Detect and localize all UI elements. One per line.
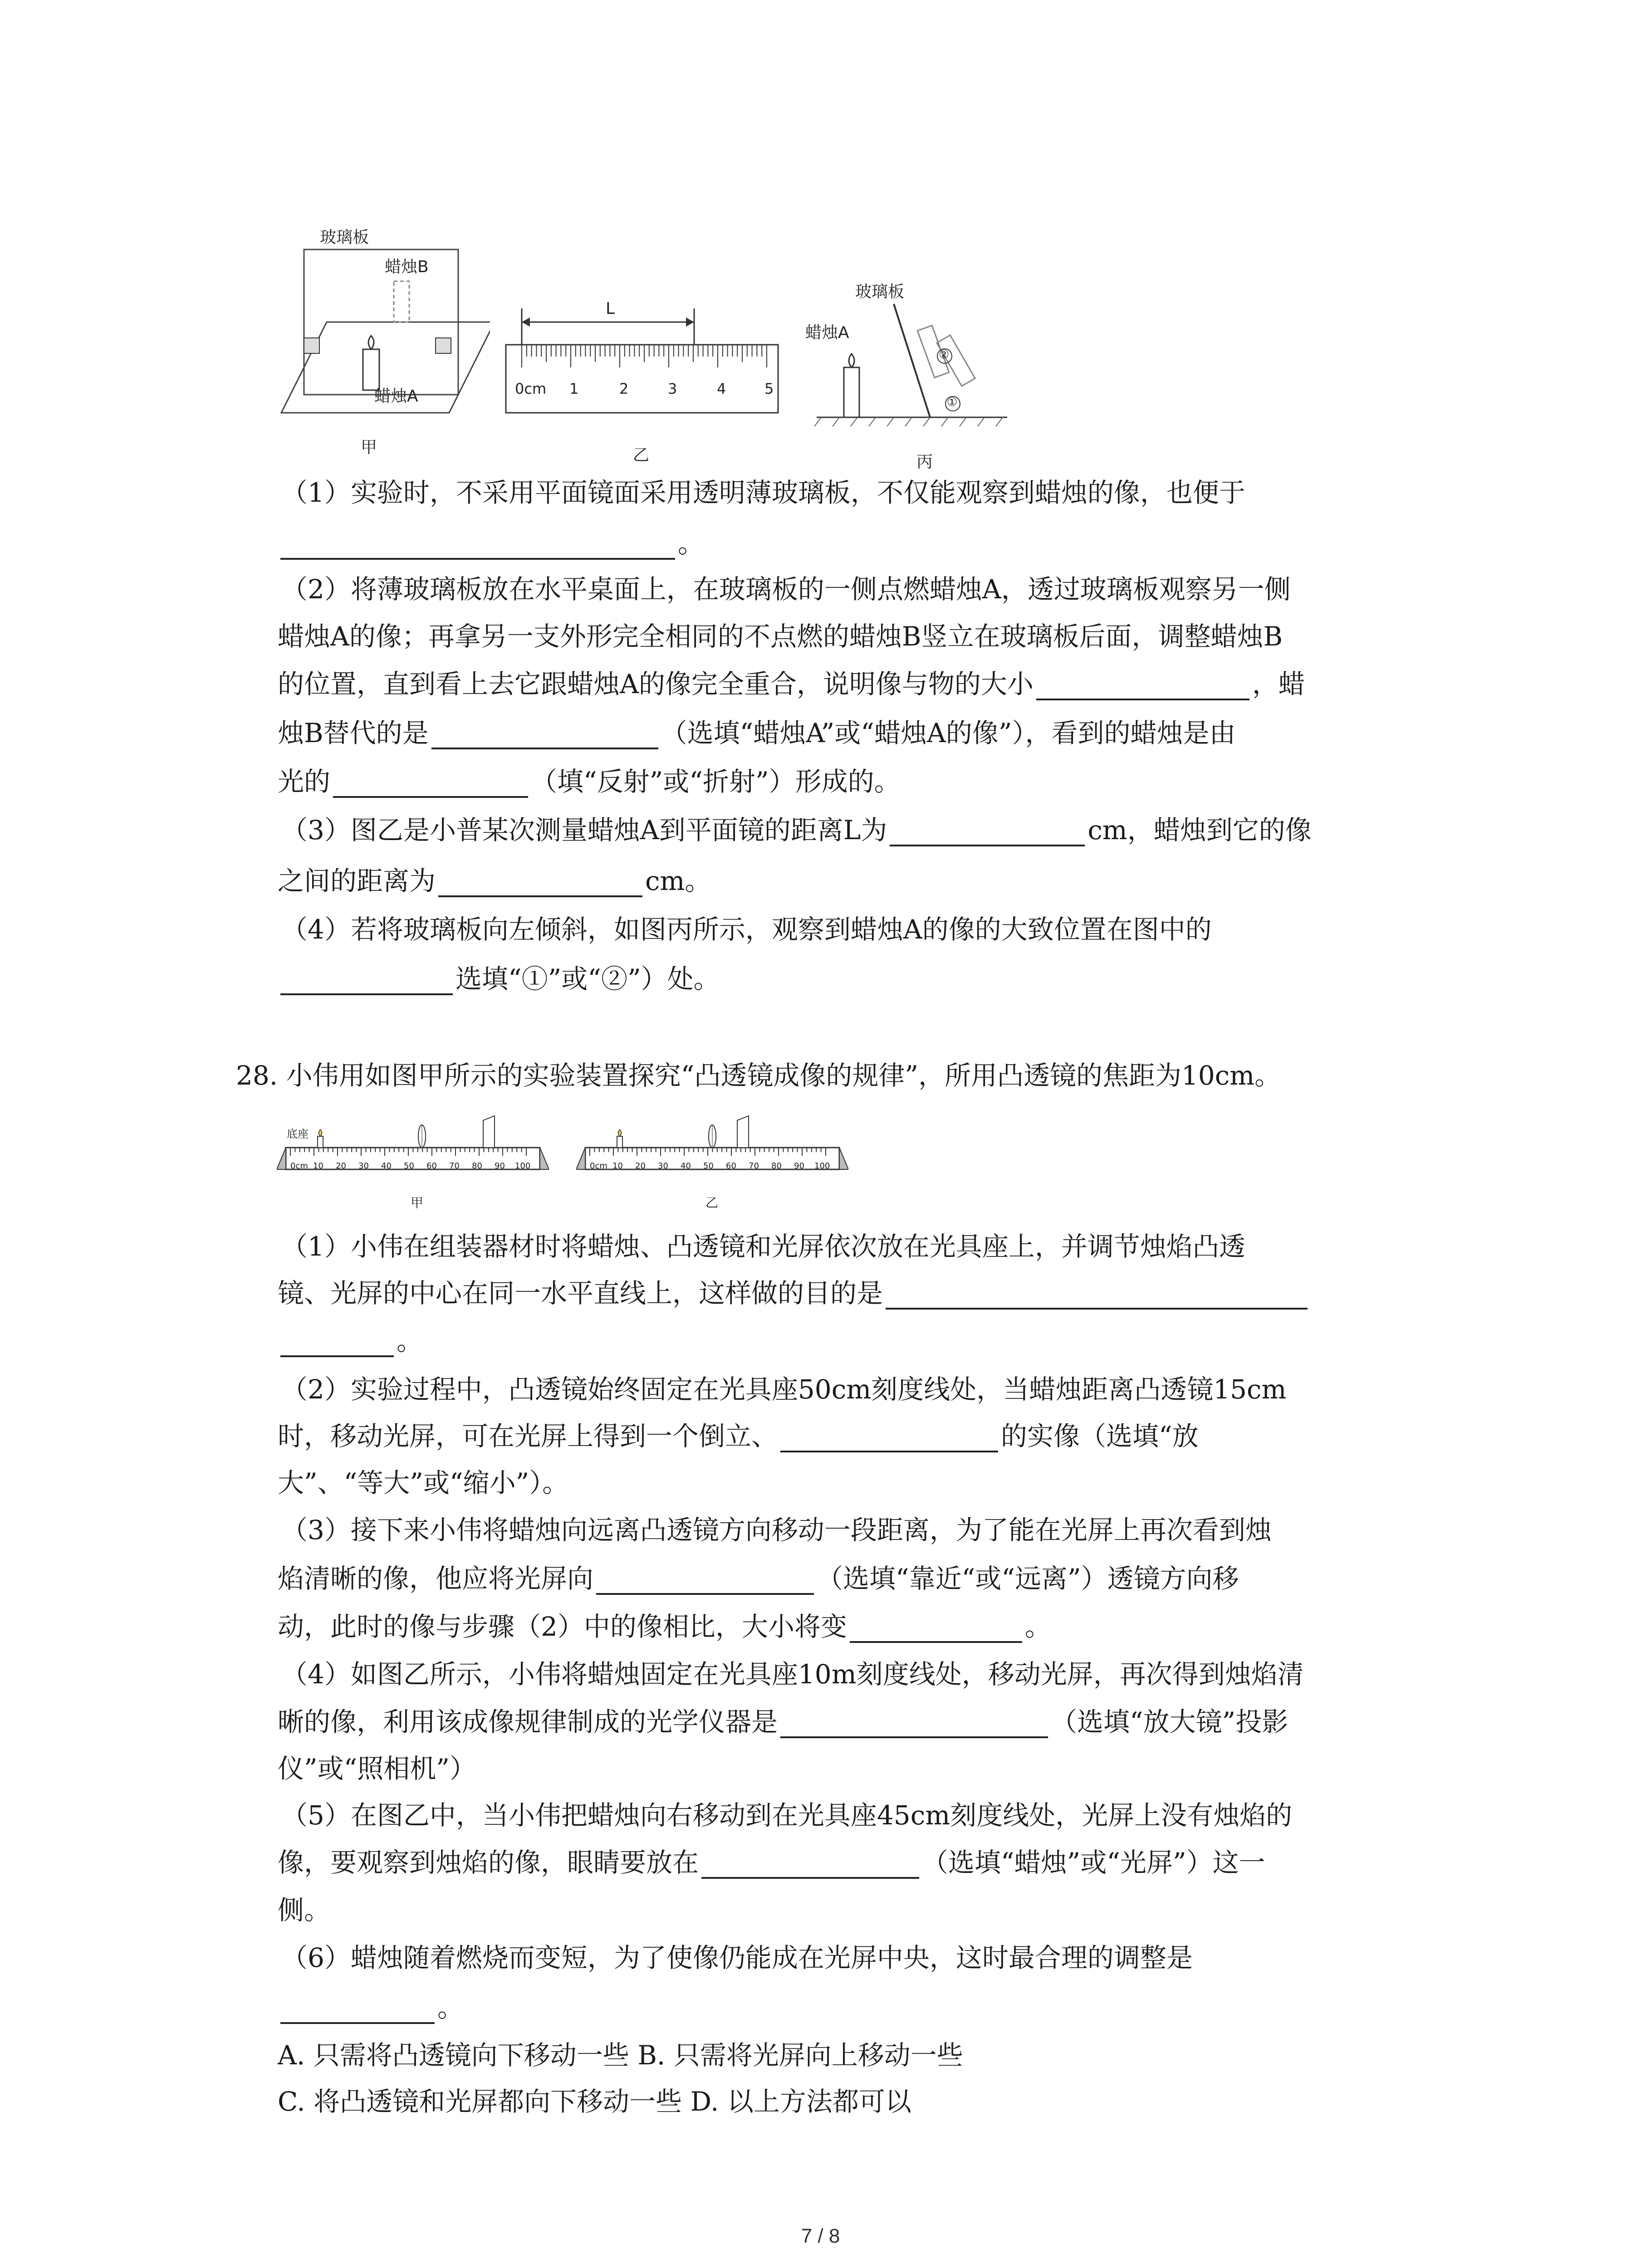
bench-jia-tick: 40	[381, 1161, 392, 1171]
q27-p4-line2-tail: 选填“①”或“②”）处。	[456, 963, 720, 994]
bench-jia-tick: 70	[449, 1161, 460, 1171]
q28-p2-line2-tail: 的实像（选填“放	[1001, 1421, 1199, 1452]
q28-p4-line1: （4）如图乙所示，小伟将蜡烛固定在光具座10m刻度线处，移动光屏，再次得到烛焰清	[281, 1659, 1304, 1690]
q27-p2-line2: 蜡烛A的像；再拿另一支外形完全相同的不点燃的蜡烛B竖立在玻璃板后面，调整蜡烛B	[278, 621, 1283, 652]
figure-bing	[812, 268, 1012, 431]
q28-p3-line1: （3）接下来小伟将蜡烛向远离凸透镜方向移动一段距离，为了能在光屏上再次看到烛	[281, 1515, 1272, 1545]
jia-board-label: 玻璃板	[320, 228, 369, 247]
bench-jia-tick: 30	[358, 1161, 369, 1171]
q28-p3-line3	[278, 1610, 1051, 1643]
q28-options-line2: C. 将凸透镜和光屏都向下移动一些 D. 以上方法都可以	[278, 2086, 911, 2117]
bench-yi-tick: 50	[703, 1161, 714, 1171]
q27-p3-line2-text: 之间的距离为	[278, 865, 436, 896]
bing-candle-a-label: 蜡烛A	[805, 323, 849, 342]
q27-p2-line4	[278, 717, 1235, 749]
q28-p1-purpose-blank-cont[interactable]	[280, 1328, 394, 1357]
q28-p5-line1: （5）在图乙中，当小伟把蜡烛向右移动到在光具座45cm刻度线处，光屏上没有烛焰的	[281, 1800, 1293, 1831]
q28-p4-line2-tail: （选填“放大镜”投影	[1051, 1706, 1288, 1737]
bench-yi-tick: 70	[749, 1161, 759, 1171]
q27-p2-size-blank[interactable]	[1036, 671, 1249, 700]
q27-p1-period: 。	[678, 528, 705, 559]
q28-p6-line2	[278, 1991, 464, 2024]
q28-p5-line2-text: 像，要观察到烛焰的像，眼睛要放在	[278, 1847, 699, 1878]
ruler-tick-0: 0cm	[515, 380, 547, 397]
q28-p3-line2	[278, 1562, 1239, 1595]
q28-p1-line3	[278, 1325, 423, 1357]
q27-p4-position-blank[interactable]	[280, 966, 453, 995]
bing-caption: 丙	[916, 453, 933, 471]
ruler-tick-1: 1	[569, 380, 579, 397]
q28-p2-image-type-blank[interactable]	[780, 1423, 998, 1452]
bing-board-label: 玻璃板	[855, 283, 905, 301]
q28-p1-line2-text: 镜、光屏的中心在同一水平直线上，这样做的目的是	[278, 1278, 883, 1309]
bench-jia-tick: 0cm	[290, 1161, 308, 1171]
bench-jia-tick: 10	[313, 1161, 323, 1171]
bench-yi-tick: 40	[681, 1161, 691, 1171]
page-number: 7 / 8	[801, 2225, 840, 2247]
q28-p3-line2-tail: （选填“靠近“或“远离”）透镜方向移	[817, 1563, 1239, 1594]
q27-p2-line3-text: 的位置，直到看上去它跟蜡烛A的像完全重合，说明像与物的大小	[278, 669, 1034, 699]
q27-p3-line1-text: （3）图乙是小普某次测量蜡烛A到平面镜的距离L为	[281, 815, 887, 846]
bench-jia-tick: 60	[426, 1161, 437, 1171]
q28-p4-line2-text: 晰的像，利用该成像规律制成的光学仪器是	[278, 1706, 778, 1737]
bench-jia-tick: 20	[336, 1161, 346, 1171]
q27-p3-image-distance-blank[interactable]	[438, 868, 642, 897]
q27-p2-line5-tail: （填“反射”或“折射”）形成的。	[531, 766, 901, 797]
q27-p3-line2-tail: cm。	[645, 865, 711, 896]
q28-p5-line3: 侧。	[278, 1895, 331, 1926]
q28-p2-line1: （2）实验过程中，凸透镜始终固定在光具座50cm刻度线处，当蜡烛距离凸透镜15cm	[281, 1374, 1287, 1405]
bench-jia-tick: 90	[495, 1161, 505, 1171]
jia-candle-a-label: 蜡烛A	[374, 387, 418, 406]
q27-p2-line1: （2）将薄玻璃板放在水平桌面上，在玻璃板的一侧点燃蜡烛A，透过玻璃板观察另一侧	[281, 574, 1291, 605]
bing-position-1: ①	[947, 396, 958, 409]
bench-yi-tick: 100	[814, 1161, 830, 1171]
jia-caption: 甲	[361, 438, 377, 457]
bench-base-label: 底座	[287, 1128, 309, 1140]
q28-stem: 28. 小伟用如图甲所示的实验装置探究“凸透镜成像的规律”，所用凸透镜的焦距为10cm。	[236, 1060, 1281, 1091]
q28-p5-side-blank[interactable]	[701, 1850, 919, 1879]
q27-p2-substitute-blank[interactable]	[431, 720, 658, 749]
q27-p2-line5-text: 光的	[278, 766, 331, 797]
q28-p1-line1: （1）小伟在组装器材时将蜡烛、凸透镜和光屏依次放在光具座上，并调节烛焰凸透	[281, 1231, 1245, 1262]
ruler-drawing	[504, 295, 780, 422]
q28-options-line1: A. 只需将凸透镜向下移动一些 B. 只需将光屏向上移动一些	[278, 2040, 963, 2071]
q27-p1-line1: （1）实验时，不采用平面镜面采用透明薄玻璃板，不仅能观察到蜡烛的像，也便于	[281, 477, 1245, 508]
figure-bing-drawing	[812, 268, 1012, 431]
bench-yi-tick: 90	[794, 1161, 804, 1171]
q27-p1-answer-blank[interactable]	[280, 531, 675, 560]
bench-jia-tick: 50	[404, 1161, 414, 1171]
q28-p3-line3-tail: 。	[1024, 1611, 1051, 1642]
q28-p4-line2	[278, 1706, 1288, 1738]
bench-jia-tick: 80	[472, 1161, 482, 1171]
q28-p3-direction-blank[interactable]	[596, 1566, 814, 1595]
bench-yi-tick: 0cm	[590, 1161, 607, 1171]
q28-p3-line3-text: 动，此时的像与步骤（2）中的像相比，大小将变	[278, 1611, 847, 1642]
figure-yi-ruler	[504, 295, 780, 422]
q27-p2-light-blank[interactable]	[333, 769, 528, 798]
q28-p6-line1: （6）蜡烛随着燃烧而变短，为了使像仍能成在光屏中央，这时最合理的调整是	[281, 1942, 1193, 1973]
bench-yi-tick: 60	[726, 1161, 736, 1171]
bench-yi-tick: 10	[612, 1161, 623, 1171]
q28-p5-line2-tail: （选填“蜡烛”或“光屏”）这一	[922, 1847, 1265, 1878]
q27-p4-line2	[278, 963, 720, 995]
q28-p5-line2	[278, 1846, 1265, 1879]
q27-p3-line1	[281, 814, 1312, 846]
jia-candle-b-label: 蜡烛B	[385, 258, 429, 276]
q28-p1-purpose-blank[interactable]	[886, 1281, 1308, 1310]
q28-p2-line3: 大”、“等大”或“缩小”）。	[278, 1467, 569, 1498]
q28-p2-line2	[278, 1420, 1199, 1452]
q28-p3-line2-text: 焰清晰的像，他应将光屏向	[278, 1563, 594, 1594]
q28-p2-line2-text: 时，移动光屏，可在光屏上得到一个倒立、	[278, 1421, 778, 1452]
q27-p1-line2	[278, 527, 704, 560]
q27-p3-line2	[278, 865, 711, 897]
q28-p1-period: 。	[397, 1325, 423, 1356]
q27-p2-line3	[278, 668, 1305, 700]
q27-p3-line1-tail: cm，蜡烛到它的像	[1087, 815, 1312, 846]
q28-p4-instrument-blank[interactable]	[780, 1709, 1048, 1738]
bench-jia-tick: 100	[515, 1161, 531, 1171]
ruler-tick-2: 2	[619, 380, 629, 397]
yi-caption: 乙	[633, 446, 650, 464]
q28-p1-line2	[278, 1277, 1310, 1310]
bench-jia-caption: 甲	[411, 1195, 424, 1210]
q27-p2-line3-tail: ，蜡	[1252, 669, 1305, 699]
q28-p4-line3: 仪”或“照相机”）	[278, 1753, 476, 1784]
ruler-tick-3: 3	[668, 380, 677, 397]
q27-p2-line4-text: 烛B替代的是	[278, 718, 429, 748]
q27-p2-line4-tail: （选填“蜡烛A”或“蜡烛A的像”），看到的蜡烛是由	[661, 718, 1236, 748]
q27-p2-line5	[278, 765, 901, 798]
bench-yi-tick-labels	[585, 1161, 839, 1175]
bench-yi-tick: 80	[771, 1161, 782, 1171]
q27-p3-distance-blank[interactable]	[890, 817, 1085, 846]
bench-yi-tick: 30	[658, 1161, 668, 1171]
ruler-tick-5: 5	[764, 380, 774, 397]
bench-yi-caption: 乙	[705, 1195, 719, 1210]
q28-p3-size-blank[interactable]	[850, 1614, 1022, 1643]
q28-p6-period: 。	[437, 1992, 464, 2023]
bing-position-2: ②	[939, 348, 950, 362]
bench-yi-tick: 20	[635, 1161, 646, 1171]
ruler-tick-4: 4	[717, 380, 726, 397]
bench-jia-tick-labels	[286, 1161, 540, 1175]
q28-p6-answer-blank[interactable]	[280, 1995, 435, 2024]
ruler-length-label: L	[606, 299, 615, 318]
q27-p4-line1: （4）若将玻璃板向左倾斜，如图丙所示，观察到蜡烛A的像的大致位置在图中的	[281, 914, 1212, 945]
